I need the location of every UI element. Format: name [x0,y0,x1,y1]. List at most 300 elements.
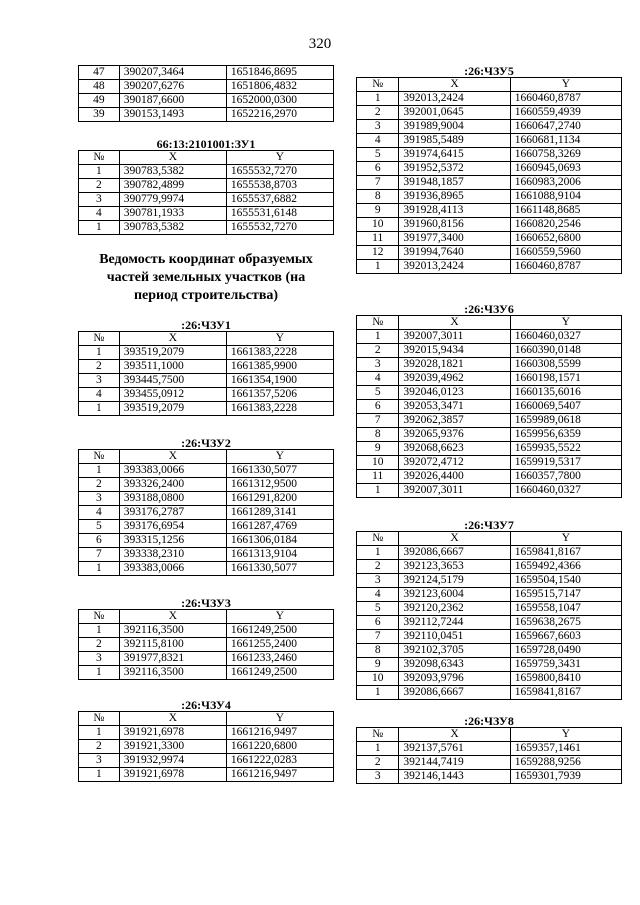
x-coordinate-cell: 392068,6623 [399,442,510,456]
point-number-cell: 1 [79,464,120,478]
table-title: :26:ЧЗУ4 [181,698,231,712]
y-coordinate-cell: 1661249,2500 [226,624,333,638]
x-coordinate-cell: 391921,6978 [119,768,226,782]
x-coordinate-cell: 393455,0912 [119,388,226,402]
number-column-header: № [357,316,399,330]
y-coordinate-cell: 1661385,9900 [226,360,333,374]
table-row [79,165,334,179]
x-coordinate-cell: 390782,4899 [119,179,226,193]
y-coordinate-cell: 1660758,3269 [510,148,621,162]
point-number-cell: 8 [357,190,399,204]
chzu7-block [356,519,622,700]
y-coordinate-cell: 1651806,4832 [226,80,333,94]
y-coordinate-cell: 1660652,6800 [510,232,621,246]
point-number-cell: 3 [79,754,120,768]
point-number-cell: 5 [357,386,399,400]
point-number-cell: 2 [357,106,399,120]
point-number-cell: 2 [79,360,120,374]
table-row [357,162,622,176]
y-coordinate-cell: 1661148,8685 [510,204,621,218]
table-row [79,562,334,576]
x-coordinate-cell: 393315,1256 [119,534,226,548]
y-column-header: Y [226,151,333,165]
point-number-cell: 3 [357,120,399,134]
coordinates-table [356,315,622,498]
x-coordinate-cell: 391952,5372 [399,162,510,176]
y-coordinate-cell: 1660559,4939 [510,106,621,120]
table-row [79,768,334,782]
table-row [357,218,622,232]
y-coordinate-cell: 1661216,9497 [226,768,333,782]
number-column-header: № [357,728,399,742]
point-number-cell: 11 [357,232,399,246]
point-number-cell: 4 [357,372,399,386]
table-title: :26:ЧЗУ8 [464,714,514,728]
number-column-header: № [357,532,399,546]
table-row [79,666,334,680]
x-coordinate-cell: 392039,4962 [399,372,510,386]
table-row [79,207,334,221]
x-coordinate-cell: 392116,3500 [119,666,226,680]
table-row [79,638,334,652]
y-coordinate-cell: 1660135,6016 [510,386,621,400]
y-coordinate-cell: 1659800,8410 [510,672,621,686]
x-coordinate-cell: 392144,7419 [399,756,510,770]
y-coordinate-cell: 1659919,5317 [510,456,621,470]
x-coordinate-cell: 392062,3857 [399,414,510,428]
x-coordinate-cell: 392065,9376 [399,428,510,442]
x-coordinate-cell: 392007,3011 [399,484,510,498]
x-coordinate-cell: 390207,3464 [119,66,226,80]
y-coordinate-cell: 1659492,4366 [510,560,621,574]
y-coordinate-cell: 1660460,0327 [510,484,621,498]
x-coordinate-cell: 392110,0451 [399,630,510,644]
point-number-cell: 7 [79,548,120,562]
point-number-cell: 1 [357,330,399,344]
point-number-cell: 3 [357,770,399,784]
table-row [357,372,622,386]
y-coordinate-cell: 1660069,5407 [510,400,621,414]
point-number-cell: 2 [357,344,399,358]
x-coordinate-cell: 391960,8156 [399,218,510,232]
table-title: :26:ЧЗУ5 [464,64,514,78]
table-row [79,360,334,374]
table-row [357,260,622,274]
y-column-header: Y [510,532,621,546]
table-row [357,344,622,358]
table-header-row [357,728,622,742]
y-coordinate-cell: 1660390,0148 [510,344,621,358]
table-row [357,428,622,442]
table-title: :26:ЧЗУ7 [464,518,514,532]
x-coordinate-cell: 392112,7244 [399,616,510,630]
y-coordinate-cell: 1659728,0490 [510,644,621,658]
table-row [79,506,334,520]
y-column-header: Y [510,78,621,92]
x-coordinate-cell: 391994,7640 [399,246,510,260]
y-coordinate-cell: 1659288,9256 [510,756,621,770]
table-row [357,546,622,560]
y-coordinate-cell: 1660983,2006 [510,176,621,190]
point-number-cell: 48 [79,80,120,94]
y-column-header: Y [226,332,333,346]
number-column-header: № [79,151,120,165]
y-coordinate-cell: 1660820,2546 [510,218,621,232]
x-coordinate-cell: 391974,6415 [399,148,510,162]
point-number-cell: 1 [79,666,120,680]
y-coordinate-cell: 1659558,1047 [510,602,621,616]
point-number-cell: 2 [357,756,399,770]
point-number-cell: 10 [357,672,399,686]
point-number-cell: 2 [79,638,120,652]
table-row [79,66,334,80]
x-coordinate-cell: 392015,9434 [399,344,510,358]
y-coordinate-cell: 1660460,8787 [510,260,621,274]
table-row [357,560,622,574]
x-column-header: X [399,532,510,546]
y-coordinate-cell: 1661313,9104 [226,548,333,562]
number-column-header: № [79,450,120,464]
point-number-cell: 1 [79,346,120,360]
x-coordinate-cell: 393519,2079 [119,346,226,360]
x-coordinate-cell: 393519,2079 [119,402,226,416]
continuation-block [78,65,334,122]
y-coordinate-cell: 1660460,0327 [510,330,621,344]
y-coordinate-cell: 1661383,2228 [226,346,333,360]
point-number-cell: 4 [79,388,120,402]
x-coordinate-cell: 391921,6978 [119,726,226,740]
y-coordinate-cell: 1661088,9104 [510,190,621,204]
coordinates-table [78,711,334,782]
x-coordinate-cell: 391985,5489 [399,134,510,148]
table-header-row [79,712,334,726]
chzu4-block [78,699,334,782]
x-coordinate-cell: 393188,0800 [119,492,226,506]
table-row [357,148,622,162]
point-number-cell: 5 [79,520,120,534]
coordinates-table [78,150,334,235]
heading-line-2: частей земельных участков (на [106,270,306,285]
y-coordinate-cell: 1661249,2500 [226,666,333,680]
x-coordinate-cell: 391936,8965 [399,190,510,204]
table-row [79,534,334,548]
table-title: :26:ЧЗУ3 [181,596,231,610]
chzu6-block [356,303,622,498]
y-coordinate-cell: 1659956,6359 [510,428,621,442]
x-coordinate-cell: 392123,6004 [399,588,510,602]
table-row [357,120,622,134]
x-coordinate-cell: 393445,7500 [119,374,226,388]
point-number-cell: 1 [357,742,399,756]
y-coordinate-cell: 1660357,7800 [510,470,621,484]
y-coordinate-cell: 1659357,1461 [510,742,621,756]
y-coordinate-cell: 1660198,1571 [510,372,621,386]
y-coordinate-cell: 1659759,3431 [510,658,621,672]
table-title: 66:13:2101001:ЗУ1 [156,137,256,151]
chzu5-block [356,65,622,274]
table-row [357,484,622,498]
table-title: :26:ЧЗУ1 [181,318,231,332]
point-number-cell: 3 [79,374,120,388]
chzu8-block [356,715,622,784]
table-row [79,108,334,122]
table-row [79,520,334,534]
x-coordinate-cell: 392116,3500 [119,624,226,638]
point-number-cell: 6 [357,616,399,630]
chzu3-block [78,597,334,680]
y-coordinate-cell: 1652000,0300 [226,94,333,108]
table-row [357,92,622,106]
point-number-cell: 1 [79,726,120,740]
y-coordinate-cell: 1661233,2460 [226,652,333,666]
x-column-header: X [119,712,226,726]
point-number-cell: 6 [357,162,399,176]
x-coordinate-cell: 392028,1821 [399,358,510,372]
table-header-row [79,610,334,624]
y-coordinate-cell: 1661383,2228 [226,402,333,416]
x-coordinate-cell: 391928,4113 [399,204,510,218]
table-row [357,588,622,602]
table-row [79,652,334,666]
point-number-cell: 5 [357,148,399,162]
point-number-cell: 3 [79,652,120,666]
table-row [357,414,622,428]
table-row [357,358,622,372]
point-number-cell: 10 [357,456,399,470]
table-row [79,478,334,492]
x-column-header: X [119,332,226,346]
table-row [79,94,334,108]
x-coordinate-cell: 393176,6954 [119,520,226,534]
y-coordinate-cell: 1659301,7939 [510,770,621,784]
x-coordinate-cell: 391921,3300 [119,740,226,754]
table-row [79,221,334,235]
table-row [79,193,334,207]
y-coordinate-cell: 1652216,2970 [226,108,333,122]
coordinates-table [78,65,334,122]
table-row [357,630,622,644]
coordinates-table [78,331,334,416]
point-number-cell: 3 [357,358,399,372]
point-number-cell: 7 [357,414,399,428]
table-row [357,106,622,120]
y-coordinate-cell: 1655537,6882 [226,193,333,207]
x-coordinate-cell: 391977,8321 [119,652,226,666]
point-number-cell: 9 [357,204,399,218]
coordinates-table [78,449,334,576]
x-coordinate-cell: 392137,5761 [399,742,510,756]
page-number: 320 [308,36,332,52]
point-number-cell: 9 [357,658,399,672]
y-coordinate-cell: 1660559,5960 [510,246,621,260]
y-coordinate-cell: 1659841,8167 [510,686,621,700]
y-coordinate-cell: 1659841,8167 [510,546,621,560]
point-number-cell: 8 [357,644,399,658]
point-number-cell: 3 [79,492,120,506]
x-column-header: X [399,316,510,330]
x-coordinate-cell: 392098,6343 [399,658,510,672]
y-coordinate-cell: 1660308,5599 [510,358,621,372]
table-row [357,658,622,672]
y-coordinate-cell: 1660681,1134 [510,134,621,148]
point-number-cell: 4 [79,506,120,520]
y-coordinate-cell: 1659935,5522 [510,442,621,456]
point-number-cell: 2 [357,560,399,574]
point-number-cell: 8 [357,428,399,442]
point-number-cell: 11 [357,470,399,484]
y-coordinate-cell: 1661216,9497 [226,726,333,740]
point-number-cell: 1 [79,402,120,416]
y-coordinate-cell: 1659638,2675 [510,616,621,630]
zu1-block [78,138,334,235]
table-header-row [357,78,622,92]
number-column-header: № [79,332,120,346]
table-row [357,134,622,148]
x-coordinate-cell: 392093,9796 [399,672,510,686]
table-row [79,754,334,768]
table-title: :26:ЧЗУ2 [181,436,231,450]
point-number-cell: 7 [357,630,399,644]
y-coordinate-cell: 1655532,7270 [226,165,333,179]
point-number-cell: 7 [357,176,399,190]
point-number-cell: 1 [79,165,120,179]
chzu2-block [78,437,334,576]
point-number-cell: 2 [79,478,120,492]
y-coordinate-cell: 1661255,2400 [226,638,333,652]
point-number-cell: 3 [357,574,399,588]
table-row [79,548,334,562]
y-coordinate-cell: 1655531,6148 [226,207,333,221]
point-number-cell: 9 [357,442,399,456]
y-coordinate-cell: 1661357,5206 [226,388,333,402]
x-coordinate-cell: 393338,2310 [119,548,226,562]
table-row [357,330,622,344]
y-coordinate-cell: 1660647,2740 [510,120,621,134]
number-column-header: № [79,610,120,624]
point-number-cell: 1 [357,686,399,700]
x-column-header: X [119,151,226,165]
table-row [79,624,334,638]
table-row [357,400,622,414]
x-coordinate-cell: 392072,4712 [399,456,510,470]
section-heading [78,251,334,305]
table-row [79,740,334,754]
point-number-cell: 4 [79,207,120,221]
x-coordinate-cell: 392102,3705 [399,644,510,658]
heading-line-1: Ведомость координат образуемых [99,252,313,267]
x-coordinate-cell: 390187,6600 [119,94,226,108]
x-coordinate-cell: 393383,0066 [119,562,226,576]
point-number-cell: 39 [79,108,120,122]
coordinates-table [356,531,622,700]
x-coordinate-cell: 392120,2362 [399,602,510,616]
x-column-header: X [119,450,226,464]
x-column-header: X [399,78,510,92]
y-coordinate-cell: 1661287,4769 [226,520,333,534]
table-header-row [79,450,334,464]
y-coordinate-cell: 1659504,1540 [510,574,621,588]
y-column-header: Y [226,450,333,464]
table-row [357,204,622,218]
chzu1-block [78,319,334,416]
table-row [357,672,622,686]
y-coordinate-cell: 1661330,5077 [226,464,333,478]
table-row [79,402,334,416]
table-row [357,770,622,784]
y-coordinate-cell: 1661354,1900 [226,374,333,388]
y-column-header: Y [226,610,333,624]
heading-line-3: период строительства) [133,288,279,303]
x-coordinate-cell: 392123,3653 [399,560,510,574]
x-coordinate-cell: 392124,5179 [399,574,510,588]
table-row [357,190,622,204]
table-row [79,346,334,360]
y-coordinate-cell: 1660460,8787 [510,92,621,106]
y-coordinate-cell: 1660945,0693 [510,162,621,176]
x-coordinate-cell: 390207,6276 [119,80,226,94]
x-coordinate-cell: 392115,8100 [119,638,226,652]
x-coordinate-cell: 391989,9004 [399,120,510,134]
x-coordinate-cell: 391977,3400 [399,232,510,246]
y-coordinate-cell: 1661306,0184 [226,534,333,548]
point-number-cell: 5 [357,602,399,616]
x-coordinate-cell: 391948,1857 [399,176,510,190]
point-number-cell: 2 [79,740,120,754]
table-header-row [357,532,622,546]
x-coordinate-cell: 393383,0066 [119,464,226,478]
x-coordinate-cell: 392007,3011 [399,330,510,344]
y-coordinate-cell: 1661312,9500 [226,478,333,492]
table-row [79,492,334,506]
table-row [79,726,334,740]
y-coordinate-cell: 1661289,3141 [226,506,333,520]
point-number-cell: 10 [357,218,399,232]
table-row [357,644,622,658]
table-row [357,686,622,700]
point-number-cell: 3 [79,193,120,207]
y-column-header: Y [510,728,621,742]
table-header-row [79,151,334,165]
point-number-cell: 1 [79,562,120,576]
point-number-cell: 6 [79,534,120,548]
table-row [357,756,622,770]
y-coordinate-cell: 1661220,6800 [226,740,333,754]
table-row [357,742,622,756]
x-coordinate-cell: 392046,0123 [399,386,510,400]
table-row [357,470,622,484]
table-row [79,179,334,193]
point-number-cell: 1 [79,624,120,638]
table-row [357,386,622,400]
x-column-header: X [399,728,510,742]
x-coordinate-cell: 392013,2424 [399,92,510,106]
x-coordinate-cell: 390779,9974 [119,193,226,207]
y-column-header: Y [226,712,333,726]
coordinates-table [78,609,334,680]
point-number-cell: 1 [357,546,399,560]
y-coordinate-cell: 1655532,7270 [226,221,333,235]
x-coordinate-cell: 391932,9974 [119,754,226,768]
point-number-cell: 1 [357,260,399,274]
point-number-cell: 4 [357,588,399,602]
x-coordinate-cell: 392053,3471 [399,400,510,414]
x-coordinate-cell: 390781,1933 [119,207,226,221]
point-number-cell: 12 [357,246,399,260]
x-coordinate-cell: 390783,5382 [119,221,226,235]
x-column-header: X [119,610,226,624]
table-row [357,232,622,246]
right-column [356,65,622,784]
